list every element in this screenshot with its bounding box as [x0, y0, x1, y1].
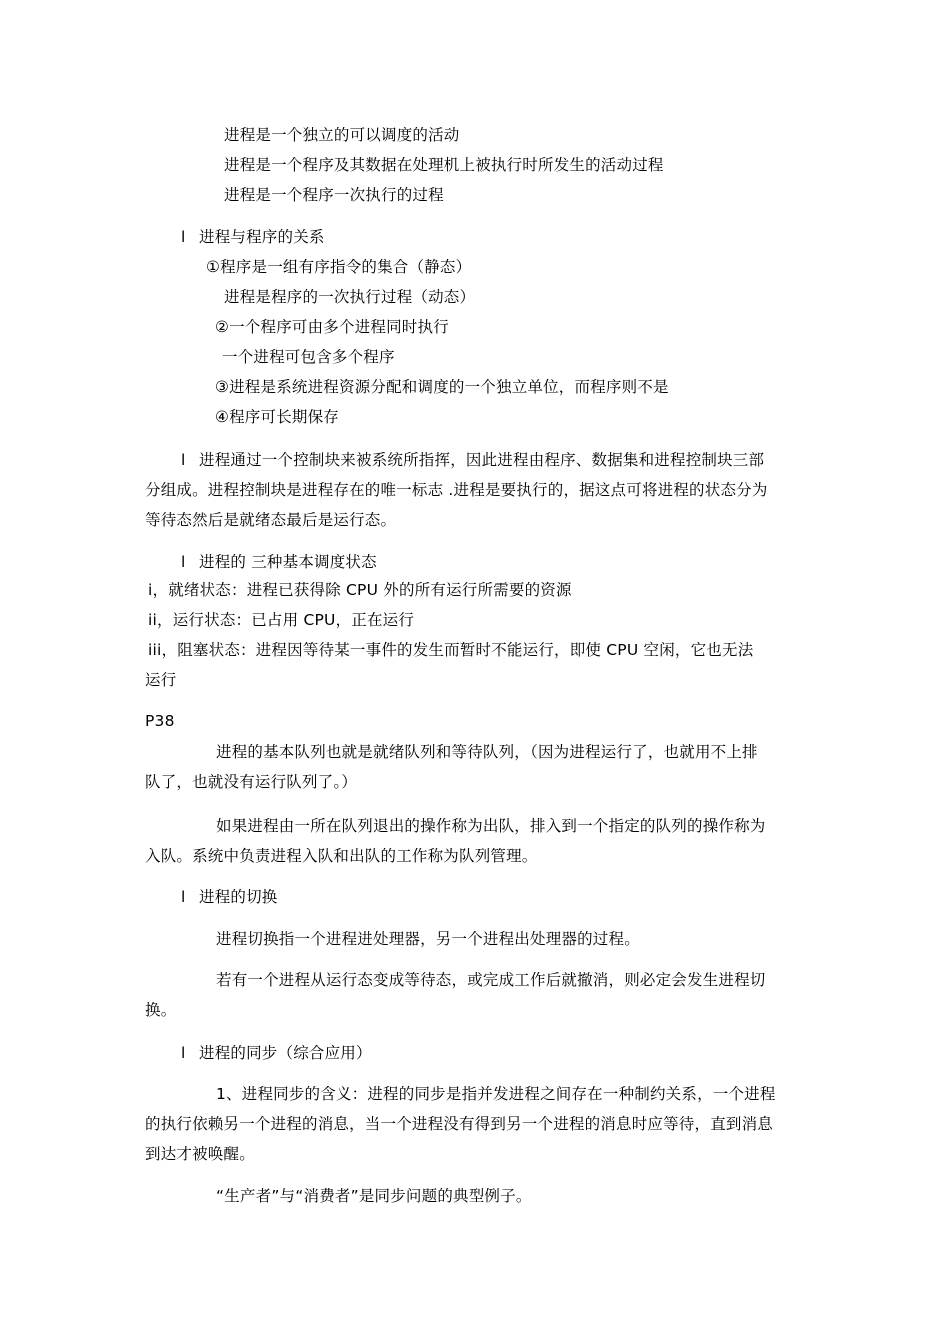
text-line: ②一个程序可由多个进程同时执行: [215, 318, 449, 336]
heading-text: 进程的切换: [199, 888, 278, 906]
bullet-glyph: l: [181, 553, 186, 571]
bullet-heading: [181, 1043, 372, 1063]
bullet-glyph: l: [181, 228, 186, 246]
text-line: ii，运行状态：已占用 CPU，正在运行: [148, 611, 415, 629]
text-line: 进程是一个程序及其数据在处理机上被执行时所发生的活动过程: [224, 156, 664, 174]
text-line: 运行: [145, 671, 177, 689]
bullet-glyph: l: [181, 888, 186, 906]
heading-text: 进程的 三种基本调度状态: [199, 553, 377, 571]
bullet-heading: [181, 552, 377, 572]
bullet-glyph: l: [181, 451, 186, 469]
bullet-heading: [181, 887, 278, 907]
text-line: 若有一个进程从运行态变成等待态，或完成工作后就撤消，则必定会发生进程切: [216, 971, 766, 989]
page-reference: P38: [145, 712, 175, 730]
text-line: 入队。系统中负责进程入队和出队的工作称为队列管理。: [145, 847, 538, 865]
text-line: 进程是一个程序一次执行的过程: [224, 186, 444, 204]
text-line: 一个进程可包含多个程序: [222, 348, 395, 366]
text-line: ④程序可长期保存: [215, 408, 339, 426]
text-line: ①程序是一组有序指令的集合（静态）: [206, 258, 472, 276]
text-line: 进程是一个独立的可以调度的活动: [224, 126, 460, 144]
text-line: 进程切换指一个进程进处理器，另一个进程出处理器的过程。: [216, 930, 640, 948]
text-line: 等待态然后是就绪态最后是运行态。: [145, 511, 397, 529]
text-line: 进程的基本队列也就是就绪队列和等待队列，（因为进程运行了，也就用不上排: [216, 743, 758, 761]
text-line: i，就绪状态：进程已获得除 CPU 外的所有运行所需要的资源: [148, 581, 572, 599]
text-line: 如果进程由一所在队列退出的操作称为出队，排入到一个指定的队列的操作称为: [216, 817, 766, 835]
text-line: 换。: [145, 1001, 177, 1019]
text-line: 队了，也就没有运行队列了。）: [145, 773, 358, 791]
bullet-heading: [181, 227, 325, 247]
text-line: “生产者”与“消费者”是同步问题的典型例子。: [216, 1187, 532, 1205]
paragraph-text: 进程通过一个控制块来被系统所指挥，因此进程由程序、数据集和进程控制块三部: [199, 451, 765, 469]
heading-text: 进程的同步（综合应用）: [199, 1044, 372, 1062]
text-line: 进程是程序的一次执行过程（动态）: [224, 288, 476, 306]
text-line: 分组成。进程控制块是进程存在的唯一标志 .进程是要执行的，据这点可将进程的状态分为: [145, 481, 768, 499]
bullet-glyph: l: [181, 1044, 186, 1062]
text-line: 1、进程同步的含义：进程的同步是指并发进程之间存在一种制约关系，一个进程: [216, 1085, 776, 1103]
text-line: 的执行依赖另一个进程的消息，当一个进程没有得到另一个进程的消息时应等待，直到消息: [145, 1115, 774, 1133]
bullet-paragraph-line: [181, 450, 764, 470]
text-line: ③进程是系统进程资源分配和调度的一个独立单位，而程序则不是: [215, 378, 669, 396]
text-line: iii，阻塞状态：进程因等待某一事件的发生而暂时不能运行，即使 CPU 空闲，它也无法: [148, 641, 754, 659]
text-line: 到达才被唤醒。: [145, 1145, 255, 1163]
heading-text: 进程与程序的关系: [199, 228, 325, 246]
